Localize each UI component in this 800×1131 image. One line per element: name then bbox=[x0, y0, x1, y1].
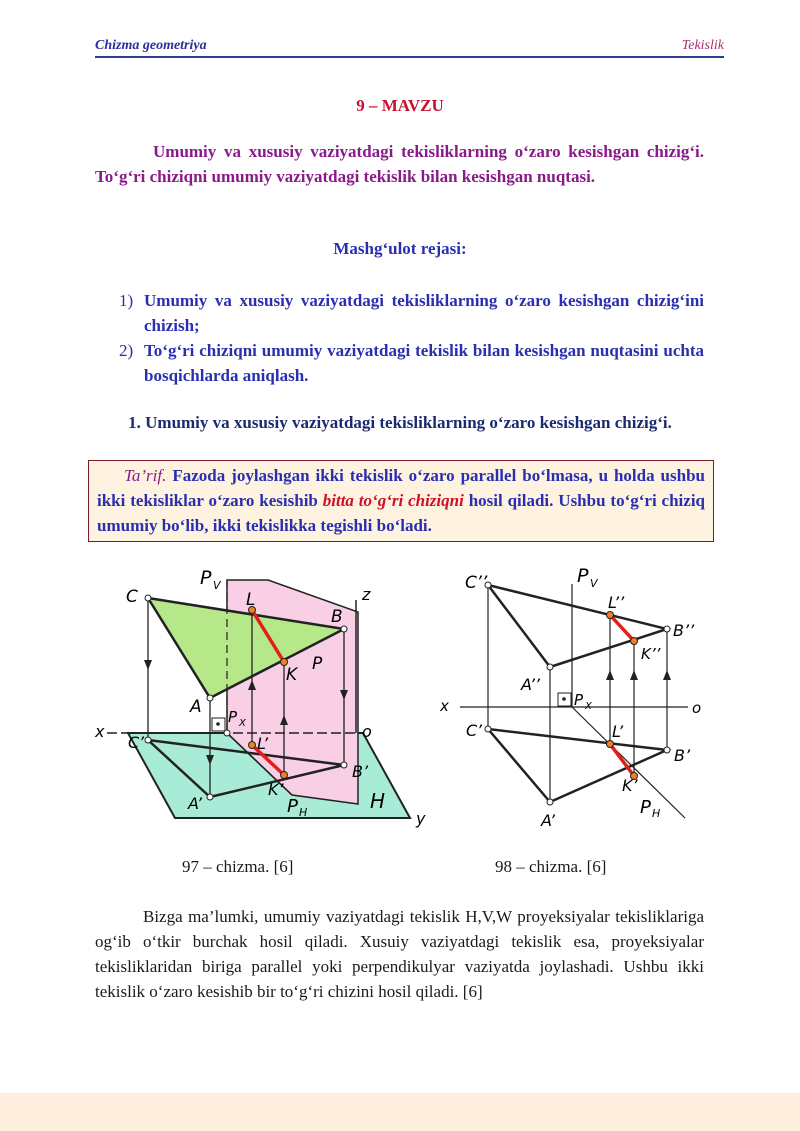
figure-label: C’’ bbox=[465, 573, 488, 593]
plan-item-text: Umumiy va xususiy vaziyatdagi tekisliklarning o‘zaro kesishgan chizig‘ini chizish; bbox=[144, 291, 704, 335]
section-title: 1. Umumiy va xususiy vaziyatdagi tekisliklarning o‘zaro kesishgan chizig‘i. bbox=[128, 413, 672, 432]
footer-band bbox=[0, 1093, 800, 1131]
figure-label: o bbox=[362, 722, 372, 741]
figure-label: P bbox=[640, 797, 651, 818]
plan-item bbox=[95, 288, 704, 338]
plan-item-number: 1) bbox=[119, 291, 134, 310]
definition-text-part2: hosil qiladi. Ushbu to‘g‘ri chiziq umumiy bo‘lib, ikki tekislikka tegishli bo‘ladi. bbox=[97, 491, 705, 535]
plan-list bbox=[95, 288, 704, 388]
figure-label: B bbox=[331, 607, 343, 627]
figure-label: A’ bbox=[188, 794, 202, 813]
figure-label: K’ bbox=[268, 780, 284, 799]
figure-label: C’ bbox=[466, 721, 482, 740]
figure-label: H bbox=[652, 807, 661, 820]
figure-label: B’ bbox=[352, 762, 369, 781]
figure-label: B’’ bbox=[673, 621, 695, 640]
plan-item bbox=[95, 338, 704, 388]
definition-box bbox=[88, 460, 714, 542]
figure-label: L bbox=[246, 590, 256, 610]
figure-label: A’’ bbox=[521, 675, 540, 694]
figure-label: y bbox=[416, 809, 426, 828]
figure-label: L’’ bbox=[608, 593, 625, 612]
figure-98-drawing bbox=[436, 560, 716, 835]
body-paragraph: Bizga ma’lumki, umumiy vaziyatdagi tekislik H,V,W proyeksiyalar tekisliklariga og‘ib o‘tkir burchak hosil qiladi. Xusuiy vaziyatdagi tekislik esa, proyeksiyalar tekisliklaridan biriga parallel yoki perpendikulyar vaziyatda joylashadi. Ushbu ikki tekislik o‘zaro kesishib bir to‘g‘ri chizini hosil qiladi. [6] bbox=[95, 907, 704, 1001]
figure-label: L’ bbox=[257, 734, 269, 753]
topic-heading: 9 – MAVZU bbox=[356, 96, 444, 115]
figure-label: z bbox=[362, 585, 371, 604]
figure-97 bbox=[88, 560, 438, 835]
book-title: Chizma geometriya bbox=[95, 38, 207, 53]
figure-label: P bbox=[200, 567, 212, 589]
figure-label: P bbox=[577, 565, 589, 587]
figure-label: A’ bbox=[541, 811, 555, 830]
running-header bbox=[95, 34, 724, 58]
definition-emphasis: bitta to‘g‘ri chiziqni bbox=[322, 491, 464, 510]
figure-label: H bbox=[299, 806, 308, 819]
plan-item-number: 2) bbox=[119, 341, 134, 360]
figure-label: L’ bbox=[612, 722, 624, 741]
figure-label: P bbox=[228, 708, 238, 726]
h-projection-98 bbox=[488, 729, 667, 802]
plan-item-text: To‘g‘ri chiziqni umumiy vaziyatdagi tekislik bilan kesishgan nuqtasini uchta bosqichlarda aniqlash. bbox=[144, 341, 704, 385]
figure-label: o bbox=[692, 699, 702, 717]
figure-97-caption: 97 – chizma. [6] bbox=[182, 857, 294, 876]
definition-text-part1: Fazoda joylashgan ikki tekislik o‘zaro parallel bo‘lmasa, u holda ushbu ikki tekisliklar o‘zaro kesishib bbox=[97, 466, 705, 510]
figure-label: P bbox=[312, 654, 323, 674]
plan-title: Mashg‘ulot rejasi: bbox=[333, 239, 467, 258]
figure-label: V bbox=[590, 577, 598, 590]
lesson-title: Umumiy va xususiy vaziyatdagi tekisliklarning o‘zaro kesishgan chizig‘i. To‘g‘ri chiziqni umumiy vaziyatdagi tekislik bilan kesishgan nuqtasi. bbox=[95, 142, 704, 186]
chapter-title: Tekislik bbox=[681, 38, 724, 53]
figure-label: X bbox=[239, 718, 246, 729]
figure-label: A bbox=[190, 697, 202, 717]
figure-label: K’ bbox=[622, 776, 638, 795]
figure-label: X bbox=[585, 701, 592, 712]
figure-label: K bbox=[286, 665, 298, 685]
figure-label: C’ bbox=[128, 733, 144, 752]
figure-label: V bbox=[213, 579, 221, 592]
figure-label: C bbox=[126, 587, 138, 607]
figure-label: x bbox=[95, 722, 105, 741]
figure-label: K’’ bbox=[641, 645, 661, 663]
figure-label: P bbox=[287, 796, 298, 817]
figure-label: P bbox=[574, 691, 584, 709]
figure-label: B’ bbox=[674, 746, 691, 765]
figure-98-caption: 98 – chizma. [6] bbox=[495, 857, 607, 876]
figure-98 bbox=[436, 560, 716, 835]
figure-97-drawing bbox=[88, 560, 438, 835]
definition-term: Ta’rif. bbox=[124, 466, 167, 485]
figure-label: H bbox=[370, 789, 386, 813]
figure-label: x bbox=[440, 697, 449, 715]
